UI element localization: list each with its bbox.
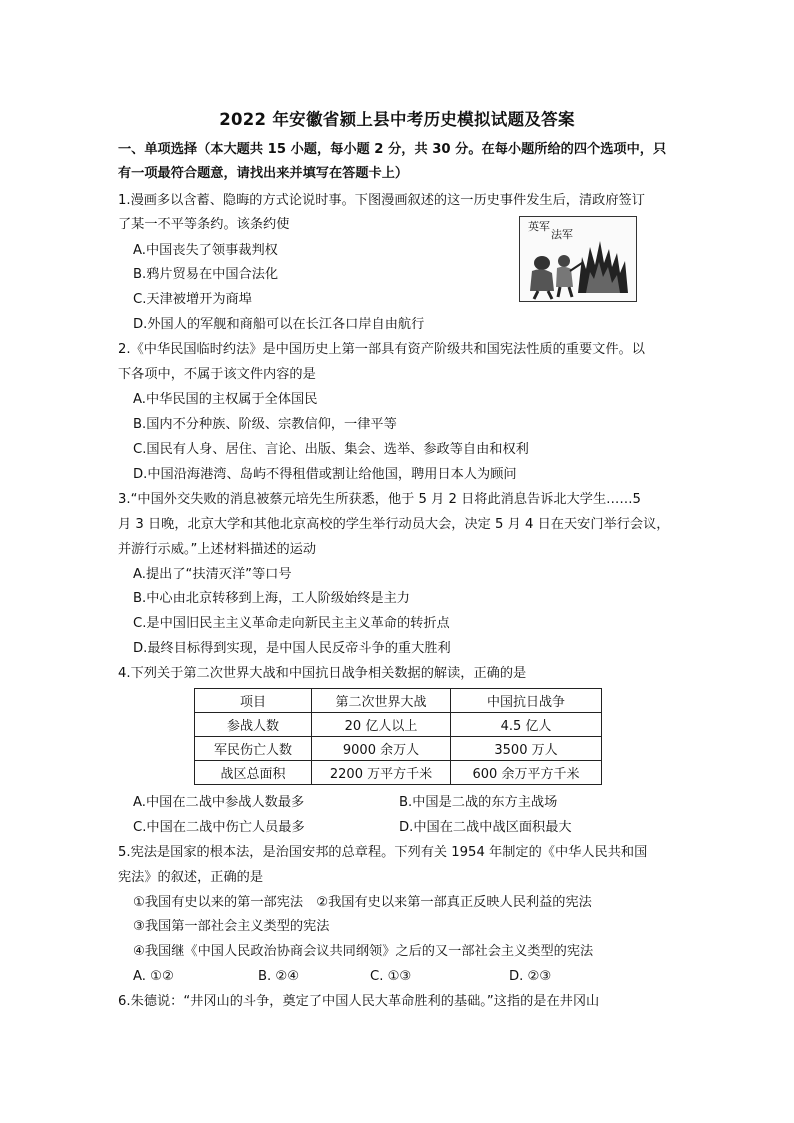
cartoon-label-british: 英军 <box>528 220 550 233</box>
q2-option-b: B.国内不分种族、阶级、宗教信仰，一律平等 <box>133 417 397 432</box>
q3-option-b: B.中心由北京转移到上海，工人阶级始终是主力 <box>133 591 410 606</box>
table-row <box>195 737 602 761</box>
q5-option-c: C. ①③ <box>370 969 412 984</box>
q4-data-table <box>194 688 602 785</box>
table-cell: 4.5 亿人 <box>451 713 602 737</box>
q3-stem-line2: 月 3 日晚，北京大学和其他北京高校的学生举行动员大会，决定 5 月 4 日在天安门举行会议， <box>118 517 670 532</box>
q5-stem-line1: 5.宪法是国家的根本法，是治国安邦的总章程。下列有关 1954 年制定的《中华人民共和国 <box>118 845 648 860</box>
page-title: 2022 年安徽省颍上县中考历史模拟试题及答案 <box>219 110 575 129</box>
section-heading-line1: 一、单项选择（本大题共 15 小题，每小题 2 分，共 30 分。在每小题所给的四个选项中，只 <box>118 142 667 157</box>
table-header-cell: 项目 <box>195 689 312 713</box>
q2-option-c: C.国民有人身、居住、言论、出版、集会、选举、参政等自由和权利 <box>133 442 529 457</box>
table-cell: 2200 万平方千米 <box>312 761 451 785</box>
q1-stem-line2: 了某一不平等条约。该条约使 <box>118 217 290 232</box>
q5-option-d: D. ②③ <box>509 969 552 984</box>
q1-option-a: A.中国丧失了领事裁判权 <box>133 243 278 258</box>
q1-option-b: B.鸦片贸易在中国合法化 <box>133 267 279 282</box>
q3-option-a: A.提出了“扶清灭洋”等口号 <box>133 567 292 582</box>
table-cell: 战区总面积 <box>195 761 312 785</box>
q5-items-line3: ④我国继《中国人民政治协商会议共同纲领》之后的又一部社会主义类型的宪法 <box>133 944 594 959</box>
q4-stem-line1: 4.下列关于第二次世界大战和中国抗日战争相关数据的解读，正确的是 <box>118 666 527 681</box>
table-header-cell: 中国抗日战争 <box>451 689 602 713</box>
q1-option-d: D.外国人的军舰和商船可以在长江各口岸自由航行 <box>133 317 425 332</box>
table-row <box>195 713 602 737</box>
q2-stem-line2: 下各项中，不属于该文件内容的是 <box>118 367 316 382</box>
q3-stem-line3: 并游行示威。”上述材料描述的运动 <box>118 542 317 557</box>
table-header-row <box>195 689 602 713</box>
table-cell: 9000 余万人 <box>312 737 451 761</box>
q3-stem-line1: 3.“中国外交失败的消息被蔡元培先生所获悉，他于 5 月 2 日将此消息告诉北大学生……5 <box>118 492 641 507</box>
q4-option-b: B.中国是二战的东方主战场 <box>399 795 558 810</box>
cartoon-label-french: 法军 <box>551 228 573 241</box>
table-cell: 参战人数 <box>195 713 312 737</box>
table-cell: 20 亿人以上 <box>312 713 451 737</box>
q1-option-c: C.天津被增开为商埠 <box>133 292 252 307</box>
table-row <box>195 761 602 785</box>
q4-option-a: A.中国在二战中参战人数最多 <box>133 795 305 810</box>
q4-option-c: C.中国在二战中伤亡人员最多 <box>133 820 305 835</box>
table-cell: 600 余万平方千米 <box>451 761 602 785</box>
q5-items-line1: ①我国有史以来的第一部宪法 ②我国有史以来第一部真正反映人民利益的宪法 <box>133 895 592 910</box>
q5-items-line2: ③我国第一部社会主义类型的宪法 <box>133 919 330 934</box>
q5-option-a: A. ①② <box>133 969 174 984</box>
table-cell: 军民伤亡人数 <box>195 737 312 761</box>
q1-stem-line1: 1.漫画多以含蓄、隐晦的方式论说时事。下图漫画叙述的这一历史事件发生后，清政府签订 <box>118 193 645 208</box>
q2-stem-line1: 2.《中华民国临时约法》是中国历史上第一部具有资产阶级共和国宪法性质的重要文件。以 <box>118 342 645 357</box>
table-header-cell: 第二次世界大战 <box>312 689 451 713</box>
q5-stem-line2: 宪法》的叙述，正确的是 <box>118 870 264 885</box>
q3-option-c: C.是中国旧民主主义革命走向新民主主义革命的转折点 <box>133 616 450 631</box>
q4-option-d: D.中国在二战中战区面积最大 <box>399 820 572 835</box>
q1-cartoon-image <box>519 216 637 302</box>
q2-option-a: A.中华民国的主权属于全体国民 <box>133 392 318 407</box>
table-cell: 3500 万人 <box>451 737 602 761</box>
q3-option-d: D.最终目标得到实现，是中国人民反帝斗争的重大胜利 <box>133 641 451 656</box>
q6-stem-line1: 6.朱德说：“井冈山的斗争，奠定了中国人民大革命胜利的基础。”这指的是在井冈山 <box>118 994 600 1009</box>
q5-option-b: B. ②④ <box>258 969 300 984</box>
section-heading-line2: 有一项最符合题意，请找出来并填写在答题卡上） <box>118 166 409 181</box>
q2-option-d: D.中国沿海港湾、岛屿不得租借或割让给他国，聘用日本人为顾问 <box>133 467 517 482</box>
